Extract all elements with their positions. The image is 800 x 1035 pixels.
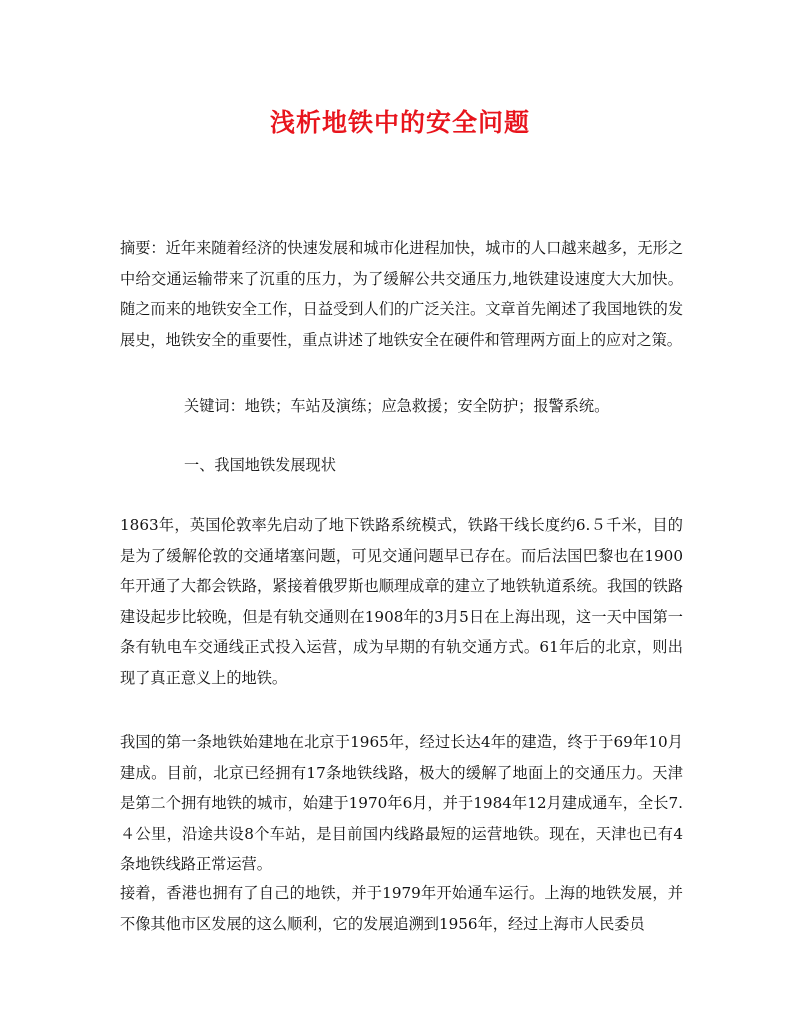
abstract-paragraph: 摘要：近年来随着经济的快速发展和城市化进程加快，城市的人口越来越多，无形之中给交通运输带来了沉重的压力，为了缓解公共交通压力,地铁建设速度大大加快。随之而来的地铁安全工作，日益受到人们的广泛关注。文章首先阐述了我国地铁的发展史，地铁安全的重要性，重点讲述了地铁安全在硬件和管理两方面上的应对之策。 xyxy=(120,239,683,349)
body-paragraph: 1863年，英国伦敦率先启动了地下铁路系统模式，铁路干线长度约6.５千米，目的是为了缓解伦敦的交通堵塞问题，可见交通问题早已存在。而后法国巴黎也在1900年开通了大都会铁路，紧接着俄罗斯也顺理成章的建立了地铁轨道系统。我国的铁路建设起步比较晚，但是有轨交通则在1908年的3月5日在上海出现，这一天中国第一条有轨电车交通线正式投入运营，成为早期的有轨交通方式。61年后的北京，则出现了真正意义上的地铁。 xyxy=(120,516,683,687)
body-paragraph: 接着，香港也拥有了自己的地铁，并于1979年开始通车运行。上海的地铁发展，并不像其他市区发展的这么顺利，它的发展追溯到1956年，经过上海市人民委员 xyxy=(120,884,683,933)
body-paragraph: 我国的第一条地铁始建地在北京于1965年，经过长达4年的建造，终于于69年10月建成。目前，北京已经拥有17条地铁线路，极大的缓解了地面上的交通压力。天津是第二个拥有地铁的城市，始建于1970年6月，并于1984年12月建成通车，全长7.４公里，沿途共设8个车站，是目前国内线路最短的运营地铁。现在，天津也已有4条地铁线路正常运营。 xyxy=(120,733,683,873)
keywords-line: 关键词：地铁；车站及演练；应急救援；安全防护；报警系统。 xyxy=(184,397,610,415)
section-heading: 一、我国地铁发展现状 xyxy=(184,456,336,474)
page-title: 浅析地铁中的安全问题 xyxy=(269,108,530,137)
